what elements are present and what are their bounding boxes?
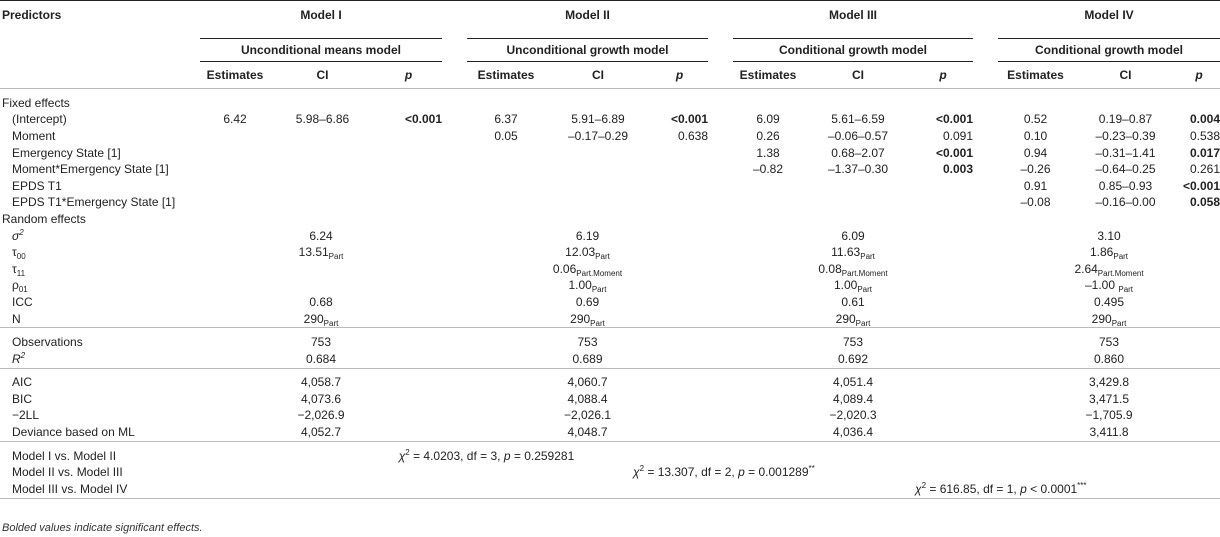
tau-symbol: τ <box>12 245 17 260</box>
ci-cell: –0.16–0.00 <box>1095 195 1156 210</box>
estimate-cell: 0.05 <box>494 128 518 143</box>
value-cell: $290_{Part}$ <box>733 311 973 328</box>
value-cell: $1.00_{Part}$ <box>568 278 607 295</box>
ci-cell: 0.68–2.07 <box>831 145 885 160</box>
rho-symbol: ρ <box>12 278 19 293</box>
ci-cell: 0.85–0.93 <box>1098 178 1153 193</box>
p-cell: 0.058 <box>1190 195 1220 210</box>
table-row <box>0 311 1220 328</box>
comparison-stat: $\chi^2 = 13.307$, df = 2, p = 0.001289** <box>633 464 815 480</box>
ci-cell: 5.98–6.86 <box>295 112 350 127</box>
p-cell: <0.001 <box>935 112 973 127</box>
row-label <box>0 244 200 261</box>
value-cell: $290_{Part}$ <box>200 311 442 328</box>
table-row <box>0 424 1220 441</box>
m2-p-header: p <box>651 62 708 89</box>
table-row <box>0 128 1220 145</box>
value-cell: 753 <box>842 335 864 350</box>
row-label: Model II vs. Model III <box>12 465 123 480</box>
value-cell: $11.63_{Part}$ <box>831 245 875 262</box>
p-cell: 0.261 <box>1190 162 1220 177</box>
value-cell: 0.61 <box>841 294 865 309</box>
value-cell: 6.19 <box>575 228 600 243</box>
p-cell: <0.001 <box>935 145 973 160</box>
row-label: N <box>0 311 200 328</box>
row-label: BIC <box>12 391 33 406</box>
table-row <box>0 375 1220 392</box>
p-cell: 0.538 <box>1190 128 1220 143</box>
value-cell: 3,411.8 <box>998 424 1220 441</box>
p-cell: 0.004 <box>1190 112 1220 127</box>
table-row <box>0 161 1220 178</box>
subscript: 11 <box>16 268 26 278</box>
value-cell: 3,471.5 <box>1088 391 1130 406</box>
value-cell: 3.10 <box>1097 228 1121 243</box>
table-row <box>0 391 1220 408</box>
value-cell: $290_{Part}$ <box>998 311 1220 328</box>
value-cell: $2.64_{Part.Moment}$ <box>1074 261 1144 278</box>
sigma-symbol: σ <box>12 228 20 243</box>
row-label: EPDS T1*Emergency State [1] <box>12 195 176 210</box>
table-row <box>0 351 1220 368</box>
value-cell: 753 <box>310 335 332 350</box>
ci-cell: –0.23–0.39 <box>1095 128 1156 143</box>
table-row <box>0 294 1220 311</box>
p-cell: 0.638 <box>677 128 708 143</box>
p-cell: 0.003 <box>942 162 973 177</box>
model-1-type: Unconditional means model <box>200 39 442 62</box>
p-cell: 0.017 <box>1190 145 1220 160</box>
m4-estimates-header: Estimates <box>998 62 1073 89</box>
table-row <box>0 408 1220 425</box>
estimate-cell: –0.82 <box>752 162 784 177</box>
value-cell: 0.860 <box>998 351 1220 368</box>
value-cell: 4,073.6 <box>300 391 342 406</box>
value-cell: $290_{Part}$ <box>467 311 708 328</box>
row-label: Moment*Emergency State [1] <box>12 162 169 177</box>
p-cell: <0.001 <box>670 112 708 127</box>
row-label: Observations <box>12 335 83 350</box>
m4-p-header: p <box>1178 62 1220 89</box>
model-2-header: Model II <box>467 1 708 39</box>
row-label: Deviance based on ML <box>0 424 200 441</box>
value-cell: $1.86_{Part}$ <box>1090 245 1129 262</box>
table-row <box>0 145 1220 162</box>
value-cell: −1,705.9 <box>1085 408 1133 423</box>
value-cell: 0.692 <box>733 351 973 368</box>
model-4-type: Conditional growth model <box>998 39 1220 62</box>
value-cell: 4,051.4 <box>832 375 874 390</box>
value-cell: 4,052.7 <box>200 424 442 441</box>
value-cell: 0.68 <box>309 294 333 309</box>
model-4-header: Model IV <box>998 1 1220 39</box>
value-cell: $0.06_{Part.Moment}$ <box>552 261 623 278</box>
value-cell: 6.24 <box>309 228 333 243</box>
m2-ci-header: CI <box>545 62 651 89</box>
model-1-header: Model I <box>200 1 442 39</box>
row-label: Emergency State [1] <box>12 145 121 160</box>
value-cell: 0.684 <box>200 351 442 368</box>
estimate-cell: 0.26 <box>756 128 780 143</box>
value-cell <box>200 278 442 295</box>
value-cell: −2,026.1 <box>563 408 612 423</box>
table-row <box>0 464 1220 481</box>
table-footnote: Bolded values indicate significant effects. <box>2 522 203 534</box>
row-label: (Intercept) <box>12 112 67 127</box>
ci-cell: 0.19–0.87 <box>1098 112 1153 127</box>
ci-cell: –0.06–0.57 <box>827 128 889 143</box>
estimate-cell: 6.42 <box>223 112 247 127</box>
table-row <box>0 244 1220 261</box>
r-symbol: R <box>12 351 21 366</box>
value-cell: 753 <box>1099 335 1120 350</box>
ci-cell: 5.61–6.59 <box>831 112 885 127</box>
p-cell: <0.001 <box>1182 178 1220 193</box>
row-label: Moment <box>12 128 56 143</box>
fixed-effects-section: Fixed effects <box>2 95 70 110</box>
row-label: Model III vs. Model IV <box>0 481 200 498</box>
row-label: Model I vs. Model II <box>12 448 117 463</box>
estimate-cell: 0.94 <box>1023 145 1048 160</box>
table-row <box>0 178 1220 195</box>
comparison-stat: $\chi^2 = 4.0203$, df = 3, p = 0.259281 <box>398 447 575 463</box>
tau-symbol: τ <box>12 261 17 276</box>
superscript: 2 <box>20 350 26 360</box>
value-cell: 753 <box>577 335 598 350</box>
row-label <box>0 261 200 278</box>
value-cell: 3,429.8 <box>1088 375 1130 390</box>
value-cell: $13.51_{Part}$ <box>298 245 344 262</box>
subscript: 01 <box>18 285 28 295</box>
value-cell: –1.00 $_{Part}$ <box>1084 278 1134 295</box>
table-row <box>0 481 1220 498</box>
value-cell: −2,020.3 <box>829 408 877 423</box>
estimate-cell: 0.52 <box>1023 112 1048 127</box>
subscript: 00 <box>16 252 26 262</box>
value-cell: 0.689 <box>467 351 708 368</box>
m2-estimates-header: Estimates <box>467 62 545 89</box>
estimate-cell: 1.38 <box>756 145 780 160</box>
table-row <box>0 195 1220 212</box>
value-cell: 4,036.4 <box>733 424 973 441</box>
value-cell: 4,048.7 <box>467 424 708 441</box>
table-row <box>0 334 1220 351</box>
table-row <box>0 228 1220 245</box>
ci-cell: –0.31–1.41 <box>1095 145 1156 160</box>
table-row <box>0 112 1220 129</box>
ci-cell: –0.17–0.29 <box>567 128 629 143</box>
m3-estimates-header: Estimates <box>733 62 803 89</box>
ci-cell: –1.37–0.30 <box>827 162 889 177</box>
value-cell: 4,058.7 <box>300 375 342 390</box>
superscript: 2 <box>19 227 24 237</box>
estimate-cell: 0.10 <box>1023 128 1048 143</box>
m1-p-header: p <box>375 62 442 89</box>
value-cell: −2,026.9 <box>297 408 345 423</box>
m3-ci-header: CI <box>803 62 913 89</box>
m1-ci-header: CI <box>270 62 375 89</box>
estimate-cell: –0.26 <box>1020 162 1051 177</box>
row-label <box>0 351 200 368</box>
table-row <box>0 448 1220 465</box>
value-cell: $1.00_{Part}$ <box>833 278 873 295</box>
table-row <box>0 261 1220 278</box>
model-3-header: Model III <box>733 1 973 39</box>
row-label <box>0 228 200 245</box>
estimate-cell: 6.09 <box>756 112 780 127</box>
estimate-cell: 6.37 <box>494 112 518 127</box>
value-cell: 4,089.4 <box>832 391 874 406</box>
value-cell: $0.08_{Part.Moment}$ <box>818 261 888 278</box>
estimate-cell: –0.08 <box>1020 195 1051 210</box>
value-cell: 0.495 <box>1094 294 1125 309</box>
m1-estimates-header: Estimates <box>200 62 270 89</box>
value-cell: $12.03_{Part}$ <box>565 245 610 262</box>
model-2-type: Unconditional growth model <box>467 39 708 62</box>
value-cell: 4,060.7 <box>567 375 608 390</box>
estimate-cell: 0.91 <box>1023 178 1048 193</box>
p-cell: <0.001 <box>404 112 442 127</box>
ci-cell: 5.91–6.89 <box>571 112 625 127</box>
table-row <box>0 278 1220 295</box>
m4-ci-header: CI <box>1073 62 1178 89</box>
model-3-type: Conditional growth model <box>733 39 973 62</box>
value-cell: 6.09 <box>841 228 865 243</box>
row-label <box>0 278 200 295</box>
predictors-header: Predictors <box>0 1 200 39</box>
row-label: EPDS T1 <box>12 178 62 193</box>
ci-cell: –0.64–0.25 <box>1095 162 1156 177</box>
row-label: −2LL <box>12 408 40 423</box>
value-cell: 0.69 <box>575 294 600 309</box>
random-effects-section: Random effects <box>2 211 86 226</box>
row-label: AIC <box>12 375 33 390</box>
value-cell <box>200 261 442 278</box>
row-label: ICC <box>12 294 33 309</box>
comparison-stat: $\chi^2 = 616.85$, df = 1, p < 0.0001*** <box>803 481 1220 498</box>
m3-p-header: p <box>913 62 973 89</box>
value-cell: 4,088.4 <box>567 391 608 406</box>
p-cell: 0.091 <box>942 128 973 143</box>
